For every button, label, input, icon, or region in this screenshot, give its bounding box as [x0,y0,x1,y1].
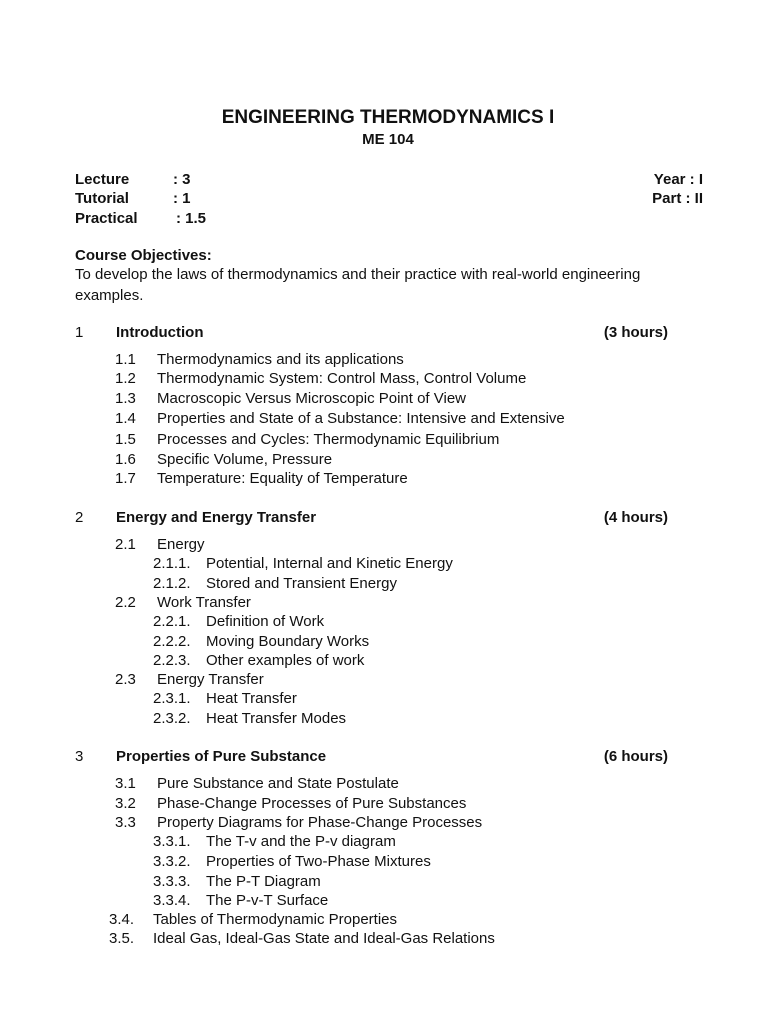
subitem-text: Potential, Internal and Kinetic Energy [206,555,453,572]
item-number: 3.4. [109,911,135,928]
subitem-text: Moving Boundary Works [206,633,370,650]
section-1-hours: (3 hours) [603,324,668,341]
subitem-number: 3.3.3. [153,873,191,890]
item-number: 2.3 [115,671,136,688]
item-number: 1.2 [115,370,136,387]
subitem-number: 2.1.1. [153,555,191,572]
section-3-number: 3 [75,748,84,765]
subitem-number: 3.3.4. [153,892,191,909]
section-2-title: Energy and Energy Transfer [116,509,317,526]
lecture-label: Lecture [75,171,130,188]
subitem-number: 2.1.2. [153,575,191,592]
course-code: ME 104 [362,131,414,148]
item-number: 3.1 [115,775,136,792]
subitem-text: The P-v-T Surface [206,892,329,909]
section-2-hours: (4 hours) [603,509,668,526]
item-text: Energy [157,536,205,553]
item-text: Phase-Change Processes of Pure Substances [157,795,467,812]
section-3-title: Properties of Pure Substance [116,748,327,765]
item-number: 2.2 [115,594,136,611]
section-3-hours: (6 hours) [603,748,668,765]
item-text: Tables of Thermodynamic Properties [153,911,397,928]
practical-value: : 1.5 [176,210,207,227]
item-number: 3.5. [109,930,135,947]
section-1-title: Introduction [116,324,204,341]
subitem-number: 2.3.1. [153,690,191,707]
item-number: 1.7 [115,470,136,487]
item-text: Temperature: Equality of Temperature [157,470,408,487]
objectives-line-1: To develop the laws of thermodynamics and their practice with real-world engineering [75,266,641,283]
subitem-text: Properties of Two-Phase Mixtures [206,853,431,870]
item-text: Work Transfer [157,594,251,611]
item-text: Energy Transfer [157,671,264,688]
item-text: Pure Substance and State Postulate [157,775,399,792]
item-number: 1.4 [115,410,136,427]
document-title: ENGINEERING THERMODYNAMICS I [221,107,555,128]
item-number: 3.3 [115,814,136,831]
objectives-line-2: examples. [75,287,144,304]
subitem-number: 2.2.2. [153,633,191,650]
tutorial-label: Tutorial [75,190,129,207]
item-text: Specific Volume, Pressure [157,451,333,468]
subitem-text: Heat Transfer Modes [206,710,347,727]
subitem-number: 3.3.2. [153,853,191,870]
section-1-number: 1 [75,324,84,341]
item-text: Thermodynamics and its applications [157,351,404,368]
subitem-number: 2.2.3. [153,652,191,669]
item-text: Thermodynamic System: Control Mass, Control Volume [157,370,527,387]
subitem-number: 2.3.2. [153,710,191,727]
item-text: Property Diagrams for Phase-Change Processes [157,814,483,831]
item-number: 3.2 [115,795,136,812]
item-number: 1.6 [115,451,136,468]
subitem-number: 2.2.1. [153,613,191,630]
subitem-text: Heat Transfer [206,690,297,707]
item-number: 1.3 [115,390,136,407]
subitem-text: The T-v and the P-v diagram [206,833,396,850]
part-label: Part : II [652,190,703,207]
subitem-text: Definition of Work [206,613,325,630]
subitem-text: Other examples of work [206,652,365,669]
practical-label: Practical [75,210,138,227]
item-text: Macroscopic Versus Microscopic Point of View [157,390,467,407]
item-text: Ideal Gas, Ideal-Gas State and Ideal-Gas Relations [153,930,495,947]
year-label: Year : I [653,171,703,188]
tutorial-value: : 1 [173,190,191,207]
subitem-text: The P-T Diagram [206,873,321,890]
item-number: 1.5 [115,431,136,448]
section-2-number: 2 [75,509,84,526]
item-number: 2.1 [115,536,136,553]
subitem-text: Stored and Transient Energy [206,575,397,592]
item-text: Processes and Cycles: Thermodynamic Equilibrium [157,431,500,448]
item-text: Properties and State of a Substance: Intensive and Extensive [157,410,565,427]
objectives-heading: Course Objectives: [75,247,212,264]
subitem-number: 3.3.1. [153,833,191,850]
lecture-value: : 3 [173,171,191,188]
item-number: 1.1 [115,351,136,368]
